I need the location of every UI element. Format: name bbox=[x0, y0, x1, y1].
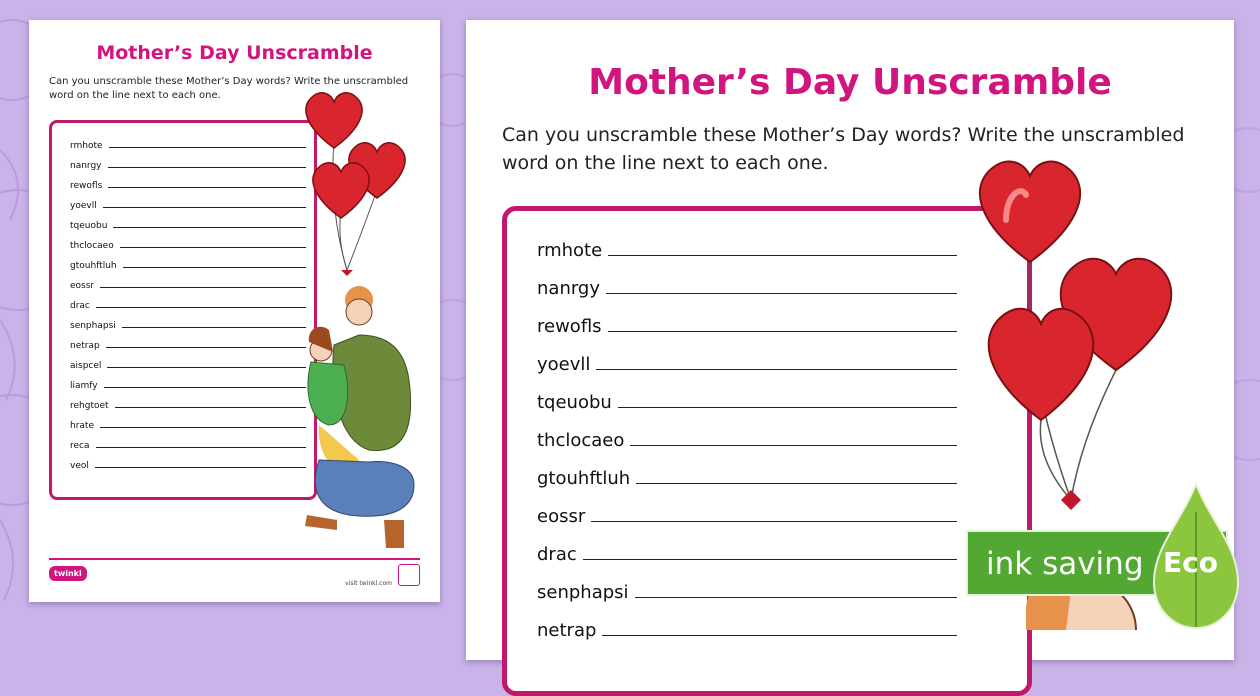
answer-line bbox=[608, 331, 957, 332]
scrambled-word: yoevll bbox=[70, 201, 97, 211]
twinkl-logo: twinkl bbox=[49, 566, 87, 581]
answer-line bbox=[103, 207, 306, 208]
answer-line bbox=[123, 267, 306, 268]
answer-line bbox=[596, 369, 957, 370]
scrambled-word: netrap bbox=[70, 341, 100, 351]
scrambled-word: tqeuobu bbox=[537, 392, 612, 413]
eco-badge: Eco bbox=[1163, 546, 1218, 579]
answer-line bbox=[618, 407, 957, 408]
word-row bbox=[70, 295, 306, 311]
answer-line bbox=[100, 287, 306, 288]
scrambled-word: rmhote bbox=[537, 240, 603, 261]
scrambled-word: yoevll bbox=[537, 354, 591, 375]
footer-url: visit twinkl.com bbox=[345, 580, 392, 587]
scrambled-word: nanrgy bbox=[70, 161, 102, 171]
scrambled-word: eossr bbox=[70, 281, 95, 291]
scrambled-word: veol bbox=[70, 461, 89, 471]
word-row bbox=[537, 387, 957, 413]
answer-line bbox=[96, 447, 306, 448]
answer-line bbox=[107, 367, 306, 368]
scrambled-word: reca bbox=[70, 441, 90, 451]
scrambled-word: netrap bbox=[537, 620, 597, 641]
word-row bbox=[537, 311, 957, 337]
word-row bbox=[70, 155, 306, 171]
scrambled-word: gtouhftluh bbox=[537, 468, 631, 489]
answer-line bbox=[606, 293, 957, 294]
answer-line bbox=[96, 307, 306, 308]
answer-line bbox=[104, 387, 306, 388]
answer-line bbox=[108, 187, 306, 188]
word-row bbox=[70, 195, 306, 211]
footer-divider bbox=[49, 558, 420, 560]
word-row bbox=[70, 395, 306, 411]
answer-line bbox=[636, 483, 957, 484]
word-row bbox=[70, 255, 306, 271]
answer-line bbox=[115, 407, 306, 408]
scrambled-word: gtouhftluh bbox=[70, 261, 117, 271]
worksheet-preview-small bbox=[29, 20, 440, 602]
word-row bbox=[537, 349, 957, 375]
answer-line bbox=[630, 445, 957, 446]
scrambled-word: aispcel bbox=[70, 361, 102, 371]
answer-line bbox=[109, 147, 306, 148]
worksheet-instructions: Can you unscramble these Mother’s Day words? Write the unscrambled word on the line next to each one. bbox=[502, 124, 1185, 174]
word-row bbox=[70, 335, 306, 351]
answer-line bbox=[120, 247, 306, 248]
scrambled-word: thclocaeo bbox=[537, 430, 625, 451]
scrambled-word: rmhote bbox=[70, 141, 103, 151]
word-box bbox=[49, 120, 317, 500]
scrambled-word: eossr bbox=[537, 506, 586, 527]
word-row bbox=[70, 135, 306, 151]
scrambled-word: hrate bbox=[70, 421, 94, 431]
word-row bbox=[70, 215, 306, 231]
answer-line bbox=[608, 255, 957, 256]
answer-line bbox=[100, 427, 306, 428]
scrambled-word: senphapsi bbox=[70, 321, 116, 331]
worksheet-title: Mother’s Day Unscramble bbox=[96, 42, 373, 64]
word-row bbox=[537, 425, 957, 451]
answer-line bbox=[113, 227, 306, 228]
word-row bbox=[70, 315, 306, 331]
ink-saving-eco-banner bbox=[966, 530, 1260, 596]
word-row bbox=[537, 235, 957, 261]
word-row bbox=[537, 539, 957, 565]
balloons-mother-child-illustration bbox=[289, 90, 439, 560]
footer-badge-icon bbox=[398, 564, 420, 586]
word-row bbox=[537, 615, 957, 641]
scrambled-word: drac bbox=[537, 544, 577, 565]
answer-line bbox=[635, 597, 957, 598]
word-box bbox=[502, 206, 1032, 696]
scrambled-word: rewofls bbox=[537, 316, 602, 337]
answer-line bbox=[108, 167, 306, 168]
scrambled-word: nanrgy bbox=[537, 278, 601, 299]
word-row bbox=[70, 435, 306, 451]
scrambled-word: drac bbox=[70, 301, 90, 311]
answer-line bbox=[122, 327, 306, 328]
scrambled-word: tqeuobu bbox=[70, 221, 108, 231]
word-row bbox=[537, 577, 957, 603]
answer-line bbox=[583, 559, 957, 560]
word-row bbox=[70, 415, 306, 431]
scrambled-word: thclocaeo bbox=[70, 241, 114, 251]
scrambled-word: rewofls bbox=[70, 181, 103, 191]
word-row bbox=[70, 275, 306, 291]
word-row bbox=[537, 501, 957, 527]
scrambled-word: rehgtoet bbox=[70, 401, 109, 411]
answer-line bbox=[602, 635, 957, 636]
word-row bbox=[70, 235, 306, 251]
scrambled-word: senphapsi bbox=[537, 582, 629, 603]
word-row bbox=[537, 463, 957, 489]
worksheet-title: Mother’s Day Unscramble bbox=[588, 62, 1112, 103]
answer-line bbox=[106, 347, 306, 348]
answer-line bbox=[591, 521, 957, 522]
word-row bbox=[70, 375, 306, 391]
answer-line bbox=[95, 467, 306, 468]
word-row bbox=[70, 455, 306, 471]
worksheet-instructions: Can you unscramble these Mother’s Day words? Write the unscrambled word on the line next to each one. bbox=[49, 76, 409, 101]
word-row bbox=[537, 273, 957, 299]
scrambled-word: liamfy bbox=[70, 381, 98, 391]
ink-saving-label: ink saving bbox=[986, 546, 1144, 582]
word-row bbox=[70, 355, 306, 371]
word-row bbox=[70, 175, 306, 191]
